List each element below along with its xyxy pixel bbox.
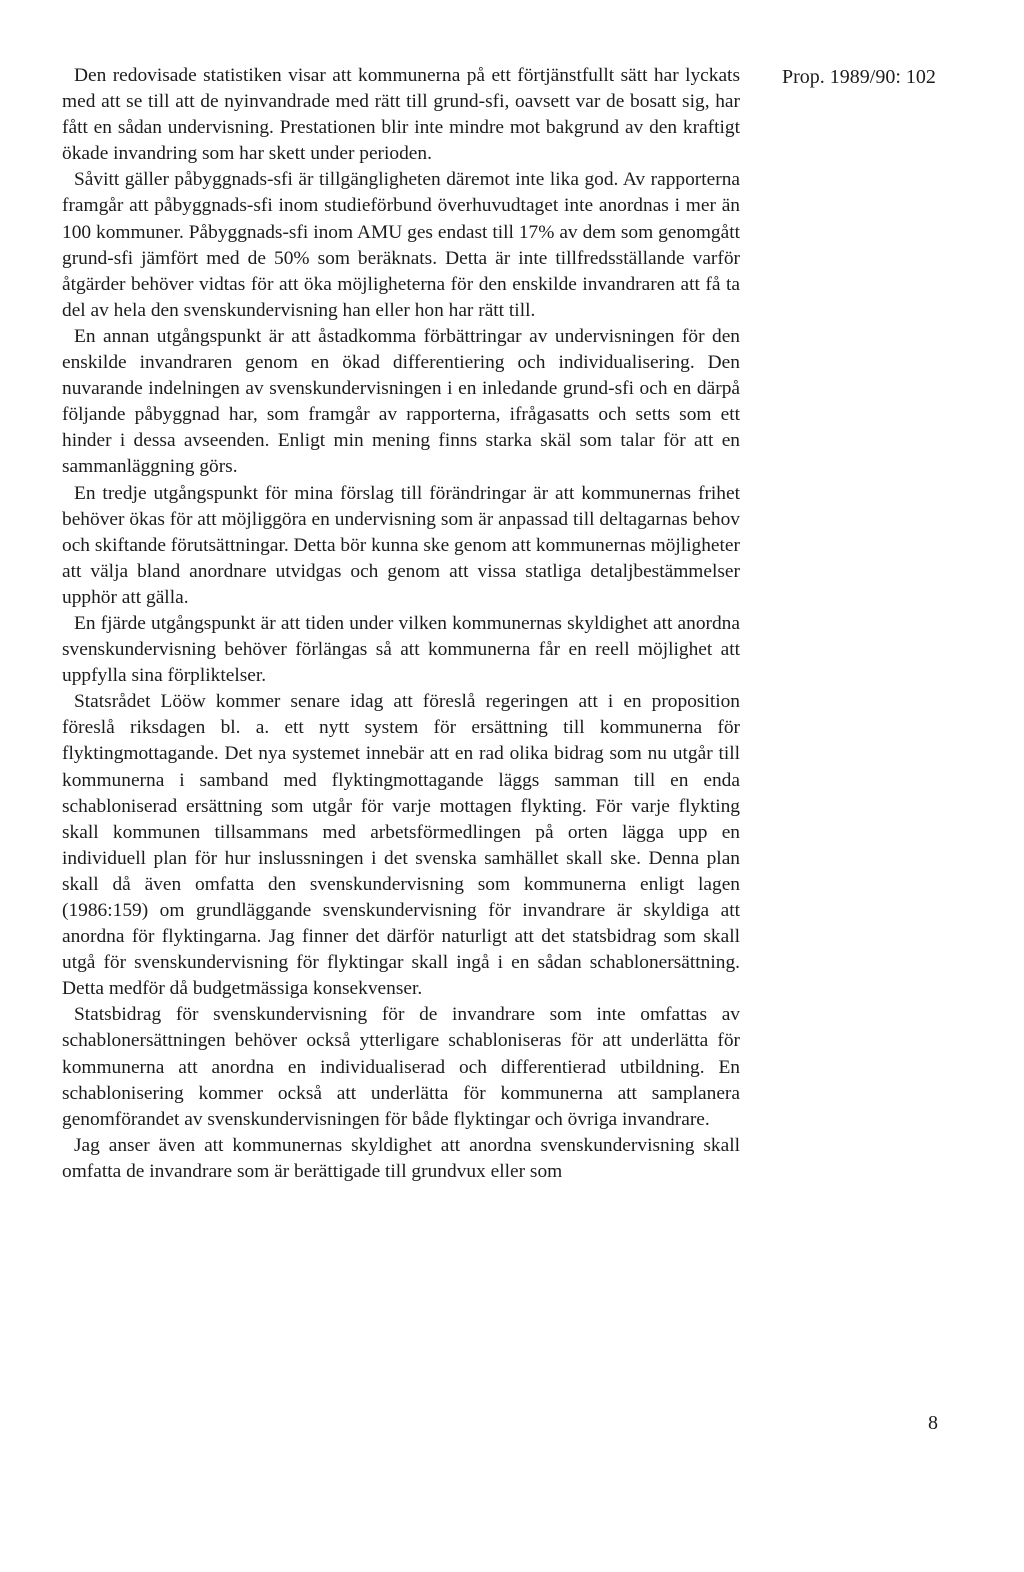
proposition-reference: Prop. 1989/90: 102	[782, 66, 936, 88]
paragraph-8: Jag anser även att kommunernas skyldighet att anordna svenskundervisning skall omfatta de invandrare som är berättigade till grundvux eller som	[62, 1134, 740, 1182]
paragraph-1: Den redovisade statistiken visar att kommunerna på ett förtjänstfullt sätt har lyckats med att se till att de nyinvandrade med rätt till grund-sfi, oavsett var de bosatt sig, har fått en sådan undervisning. Prestationen blir inte mindre mot bakgrund av den kraftigt ökade invandring som har skett under perioden.	[62, 65, 740, 165]
body-text	[62, 63, 740, 1185]
paragraph-4: En tredje utgångspunkt för mina förslag till förändringar är att kommunernas frihet behöver ökas för att möjliggöra en undervisning som är anpassad till deltagarnas behov och skiftande förutsättningar. Detta bör kunna ske genom att kommunernas möjligheter att välja bland anordnare utvidgas och genom att vissa statliga detaljbestämmelser upphör att gälla.	[62, 482, 740, 608]
paragraph-2: Såvitt gäller påbyggnads-sfi är tillgängligheten däremot inte lika god. Av rapporterna framgår att påbyggnads-sfi inom studieförbund överhuvudtaget inte anordnas i mer än 100 kommuner. Påbyggnads-sfi inom AMU ges endast till 17% av dem som genomgått grund-sfi jämfört med de 50% som beräknats. Detta är inte tillfredsställande varför åtgärder behöver vidtas för att öka möjligheterna för den enskilde invandraren att få ta del av hela den svenskundervisning han eller hon har rätt till.	[62, 169, 740, 321]
paragraph-6: Statsrådet Lööw kommer senare idag att föreslå regeringen att i en proposition föreslå riksdagen bl. a. ett nytt system för ersättning till kommunerna för flyktingmottagande. Det nya systemet innebär att en rad olika bidrag som nu utgår till kommunerna i samband med flyktingmottagande läggs samman till en enda schabloniserad ersättning som utgår för varje mottagen flykting. För varje flykting skall kommunen tillsammans med arbetsförmedlingen på orten lägga upp en individuell plan för hur inslussningen i det svenska samhället skall ske. Denna plan skall då även omfatta den svenskundervisning som kommunerna enligt lagen (1986:159) om grundläggande svenskundervisning för invandrare är skyldiga att anordna för flyktingarna. Jag finner det därför naturligt att det statsbidrag som skall utgå för svenskundervisning för flyktingar skall ingå i en sådan schablonersättning. Detta medför då budgetmässiga konsekvenser.	[62, 691, 740, 1000]
paragraph-7: Statsbidrag för svenskundervisning för de invandrare som inte omfattas av schablonersättningen behöver också ytterligare schabloniseras för att underlätta för kommunerna att anordna en individualiserad och differentierad utbildning. En schablonisering kommer också att underlätta för kommunerna att samplanera genomförandet av svenskundervisningen för både flyktingar och övriga invandrare.	[62, 1004, 740, 1130]
paragraph-5: En fjärde utgångspunkt är att tiden under vilken kommunernas skyldighet att anordna svenskundervisning behöver förlängas så att kommunerna får en reell möjlighet att uppfylla sina förpliktelser.	[62, 612, 740, 687]
page-number: 8	[928, 1412, 938, 1434]
paragraph-3: En annan utgångspunkt är att åstadkomma förbättringar av undervisningen för den enskilde invandraren genom en ökad differentiering och individualisering. Den nuvarande indelningen av svenskundervisningen i en inledande grund-sfi och en därpå följande påbyggnad har, som framgår av rapporterna, ifrågasatts och setts som ett hinder i dessa avseenden. Enligt min mening finns starka skäl som talar för att en sammanläggning görs.	[62, 325, 740, 478]
